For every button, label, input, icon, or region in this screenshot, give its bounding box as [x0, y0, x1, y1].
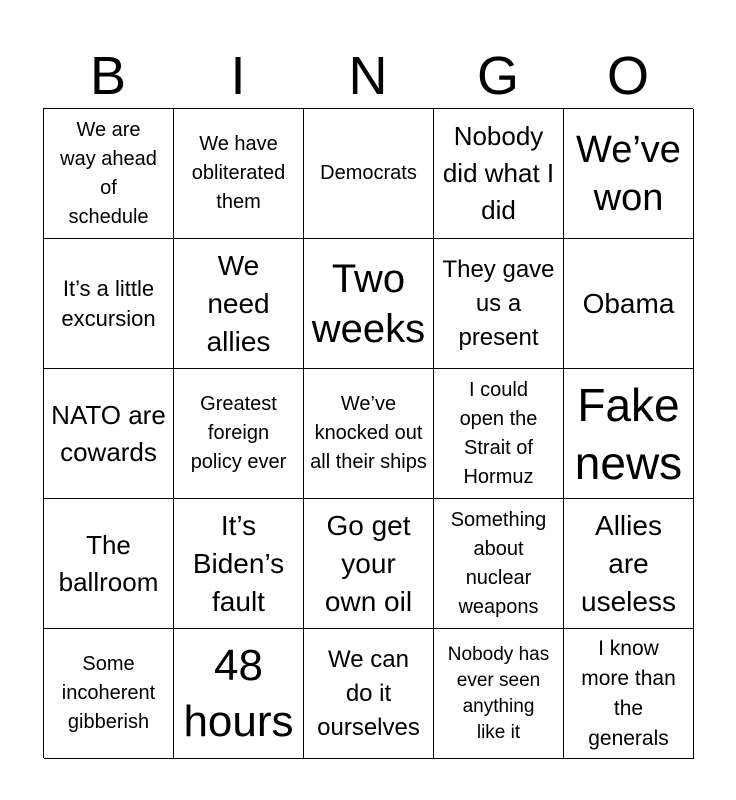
cell-text: Two weeks [311, 256, 426, 351]
cell-text: We can do it ourselves [317, 645, 420, 741]
cell-text: Allies are useless [581, 509, 676, 617]
cell-text: I know more than the generals [581, 636, 676, 750]
cell-text: The ballroom [58, 529, 159, 597]
bingo-cell[interactable] [174, 239, 304, 369]
cell-text: Go get your own oil [324, 509, 413, 617]
header-letter-n: N [348, 46, 388, 106]
bingo-cell[interactable] [564, 629, 694, 759]
bingo-cell[interactable] [434, 109, 564, 239]
bingo-cell[interactable] [44, 369, 174, 499]
header-letter-i: I [230, 46, 246, 106]
header-letter-b: B [89, 46, 127, 106]
cell-text: Nobody has ever seen anything like it [447, 643, 550, 743]
bingo-cell[interactable] [304, 629, 434, 759]
bingo-cell[interactable] [564, 499, 694, 629]
cell-text: It’s a little excursion [61, 275, 156, 331]
cell-text: Democrats [320, 162, 417, 184]
cell-text: Nobody did what I did [442, 121, 555, 225]
cell-text: I could open the Strait of Hormuz [459, 378, 538, 488]
bingo-cell[interactable] [44, 109, 174, 239]
bingo-cell[interactable] [434, 499, 564, 629]
bingo-cell[interactable] [434, 239, 564, 369]
cell-text: NATO are cowards [51, 399, 166, 467]
bingo-cell[interactable] [564, 369, 694, 499]
bingo-cell[interactable] [44, 239, 174, 369]
bingo-cell[interactable] [174, 369, 304, 499]
bingo-cell[interactable] [174, 109, 304, 239]
cell-text: Some incoherent gibberish [61, 653, 156, 733]
cell-text: We have obliterated them [191, 133, 286, 213]
cell-text: We’ve knocked out all their ships [310, 393, 427, 473]
bingo-board [43, 108, 693, 758]
cell-text: Something about nuclear weapons [450, 508, 547, 618]
header-letter-o: O [606, 46, 649, 106]
bingo-cell[interactable] [44, 629, 174, 759]
cell-text: It’s Biden’s fault [192, 509, 285, 617]
bingo-cell[interactable] [434, 629, 564, 759]
cell-text: We’ve won [576, 128, 681, 219]
cell-text: Obama [582, 287, 675, 319]
cell-text: We need allies [206, 249, 271, 357]
header-letter-g: G [476, 46, 519, 106]
cell-text: Fake news [574, 378, 683, 489]
cell-text: They gave us a present [442, 255, 555, 351]
cell-text: 48 hours [183, 640, 294, 746]
bingo-cell[interactable] [434, 369, 564, 499]
cell-text: Greatest foreign policy ever [190, 393, 287, 473]
bingo-header [43, 44, 693, 108]
bingo-cell[interactable] [304, 499, 434, 629]
bingo-cell[interactable] [564, 239, 694, 369]
bingo-cell[interactable] [44, 499, 174, 629]
cell-text: We are way ahead of schedule [60, 118, 157, 228]
bingo-cell[interactable] [304, 239, 434, 369]
bingo-cell[interactable] [564, 109, 694, 239]
bingo-cell[interactable] [304, 109, 434, 239]
bingo-cell[interactable] [174, 499, 304, 629]
bingo-cell[interactable] [304, 369, 434, 499]
bingo-cell[interactable] [174, 629, 304, 759]
